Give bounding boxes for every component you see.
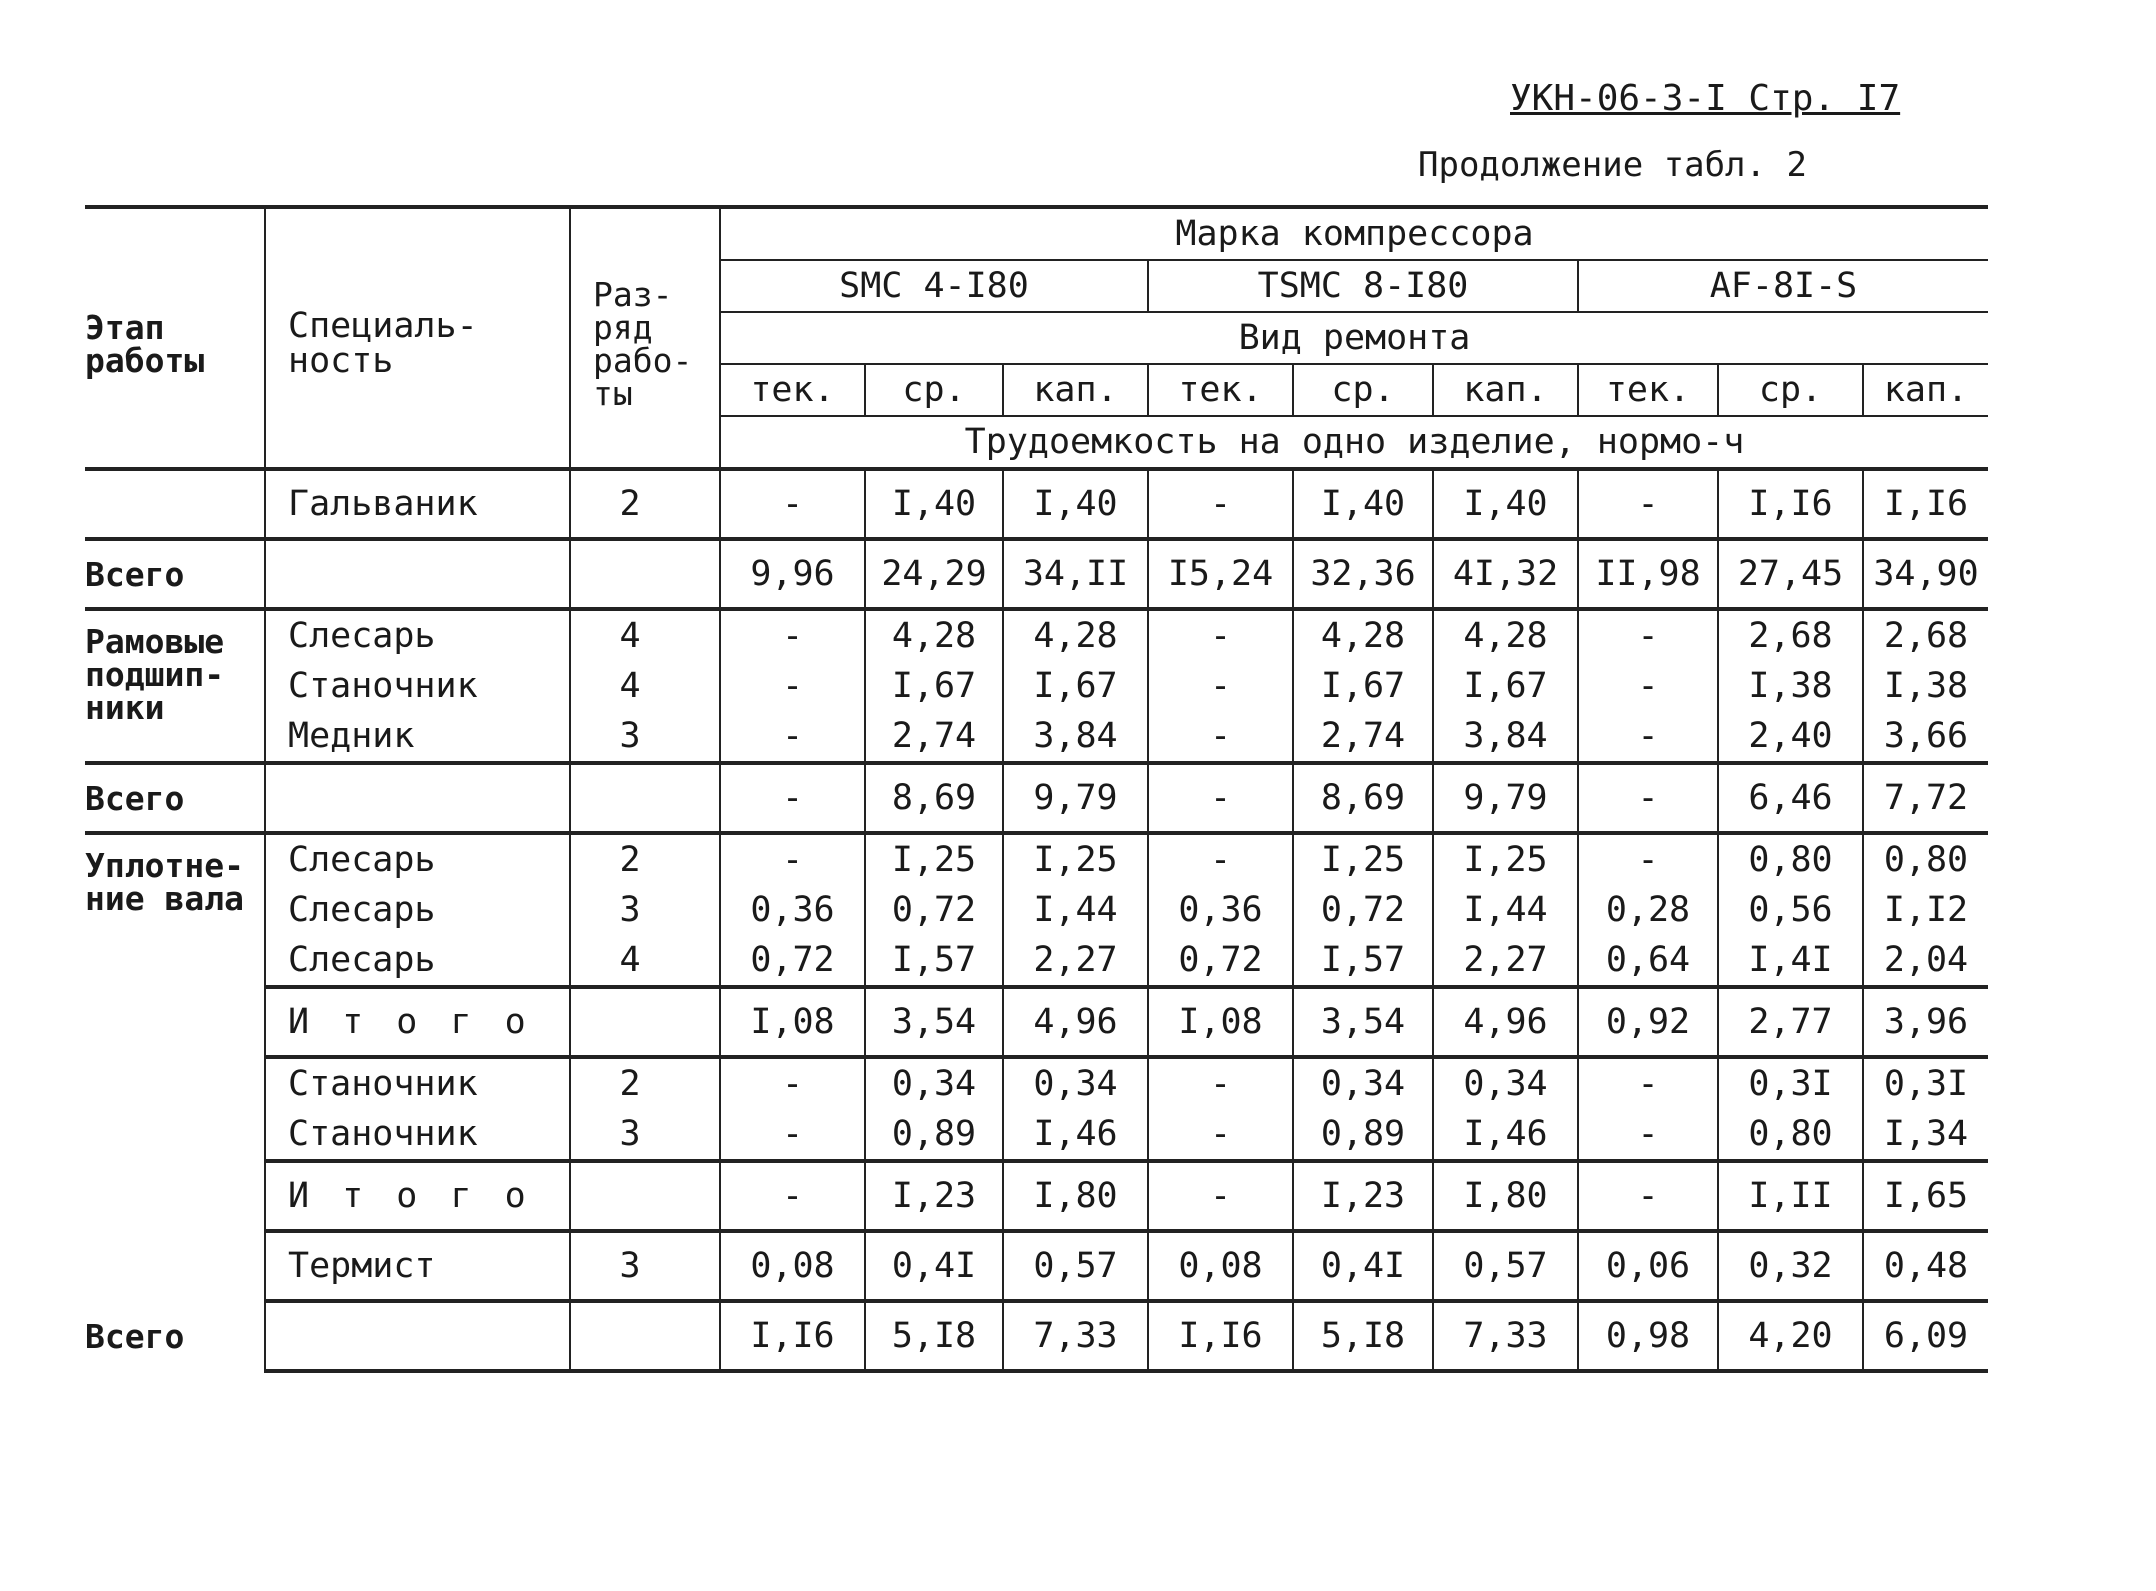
value-cell: 27,45 (1718, 539, 1863, 609)
stage-total: Всего (85, 539, 265, 609)
stage-cell (85, 469, 265, 539)
value-cell: - (1148, 609, 1293, 661)
value-cell: 0,57 (1003, 1231, 1148, 1301)
value-cell: 34,II (1003, 539, 1148, 609)
value-cell: - (1578, 711, 1718, 763)
header-labor: Трудоемкость на одно изделие, нормо-ч (720, 416, 1988, 469)
value-cell: 0,34 (1003, 1057, 1148, 1109)
rank-cell (570, 1301, 720, 1371)
value-cell: - (1148, 1161, 1293, 1231)
value-cell: 8,69 (865, 763, 1003, 833)
stage-bearings: Рамовые подшип-ники (85, 622, 225, 727)
specialty-cell: Термист (265, 1231, 570, 1301)
value-cell: - (720, 763, 865, 833)
value-cell: I,I6 (720, 1301, 865, 1371)
value-cell: - (720, 661, 865, 711)
value-cell: 0,3I (1718, 1057, 1863, 1109)
header-repair-col: ср. (865, 364, 1003, 416)
header-rank: Раз-ряд рабо-ты (570, 207, 720, 469)
stage-total: Всего (85, 1316, 185, 1356)
value-cell: 5,I8 (865, 1301, 1003, 1371)
rank-cell: 3 (570, 885, 720, 935)
specialty-cell: Гальваник (265, 469, 570, 539)
specialty-cell: Слесарь (265, 885, 570, 935)
value-cell: 3,84 (1433, 711, 1578, 763)
rank-cell (570, 987, 720, 1057)
value-cell: 7,33 (1433, 1301, 1578, 1371)
value-cell: 0,80 (1863, 833, 1988, 885)
value-cell: - (1148, 1057, 1293, 1109)
value-cell: - (1578, 763, 1718, 833)
value-cell: 3,66 (1863, 711, 1988, 763)
rank-cell (570, 539, 720, 609)
value-cell: 4,28 (865, 609, 1003, 661)
value-cell: I,40 (1433, 469, 1578, 539)
value-cell: 0,28 (1578, 885, 1718, 935)
value-cell: I,I6 (1863, 469, 1988, 539)
value-cell: 0,34 (1293, 1057, 1433, 1109)
value-cell: I,08 (1148, 987, 1293, 1057)
value-cell: 0,89 (865, 1109, 1003, 1161)
value-cell: 2,68 (1718, 609, 1863, 661)
value-cell: I,40 (1293, 469, 1433, 539)
labor-table (85, 205, 1988, 1373)
subtotal-label: И т о г о (265, 1161, 570, 1231)
value-cell: 3,96 (1863, 987, 1988, 1057)
value-cell: 2,27 (1433, 935, 1578, 987)
value-cell: 0,57 (1433, 1231, 1578, 1301)
value-cell: 2,04 (1863, 935, 1988, 987)
specialty-cell: Слесарь (265, 609, 570, 661)
value-cell: 0,72 (865, 885, 1003, 935)
value-cell: - (1148, 711, 1293, 763)
value-cell: I,38 (1863, 661, 1988, 711)
value-cell: 0,08 (720, 1231, 865, 1301)
value-cell: 9,79 (1433, 763, 1578, 833)
value-cell: 0,36 (720, 885, 865, 935)
value-cell: I,25 (1293, 833, 1433, 885)
value-cell: - (720, 1057, 865, 1109)
value-cell: 2,74 (1293, 711, 1433, 763)
rank-cell: 4 (570, 935, 720, 987)
document-code: УКН-06-3-I Стр. I7 (1510, 78, 1901, 119)
header-model-3: AF-8I-S (1578, 260, 1988, 312)
rank-cell: 3 (570, 1231, 720, 1301)
value-cell: 0,3I (1863, 1057, 1988, 1109)
value-cell: - (1578, 661, 1718, 711)
value-cell: 24,29 (865, 539, 1003, 609)
value-cell: 0,64 (1578, 935, 1718, 987)
header-model-1: SMC 4-I80 (720, 260, 1148, 312)
value-cell: 0,08 (1148, 1231, 1293, 1301)
value-cell: I,40 (1003, 469, 1148, 539)
rank-cell: 2 (570, 833, 720, 885)
value-cell: 32,36 (1293, 539, 1433, 609)
value-cell: I,40 (865, 469, 1003, 539)
value-cell: 0,80 (1718, 833, 1863, 885)
value-cell: 4,96 (1003, 987, 1148, 1057)
value-cell: 0,4I (865, 1231, 1003, 1301)
value-cell: 0,06 (1578, 1231, 1718, 1301)
value-cell: I,I6 (1718, 469, 1863, 539)
value-cell: I,46 (1433, 1109, 1578, 1161)
value-cell: 4,28 (1433, 609, 1578, 661)
specialty-cell (265, 539, 570, 609)
value-cell: 4,20 (1718, 1301, 1863, 1371)
value-cell: 6,09 (1863, 1301, 1988, 1371)
value-cell: 4,28 (1293, 609, 1433, 661)
value-cell: 0,72 (1148, 935, 1293, 987)
value-cell: 0,72 (720, 935, 865, 987)
rank-cell (570, 1161, 720, 1231)
value-cell: 0,72 (1293, 885, 1433, 935)
value-cell: I,80 (1003, 1161, 1148, 1231)
value-cell: 0,92 (1578, 987, 1718, 1057)
header-model-2: TSMC 8-I80 (1148, 260, 1578, 312)
value-cell: I,44 (1433, 885, 1578, 935)
header-repair-col: кап. (1863, 364, 1988, 416)
header-repair-col: ср. (1293, 364, 1433, 416)
header-repair-col: тек. (1148, 364, 1293, 416)
value-cell: - (720, 1161, 865, 1231)
value-cell: I,38 (1718, 661, 1863, 711)
value-cell: 6,46 (1718, 763, 1863, 833)
value-cell: 0,34 (865, 1057, 1003, 1109)
table-continuation-label: Продолжение табл. 2 (1418, 145, 1807, 185)
stage-seal: Уплотне-ние вала (85, 846, 244, 918)
header-stage: Этап работы (85, 207, 265, 469)
rank-cell: 4 (570, 661, 720, 711)
value-cell: I,44 (1003, 885, 1148, 935)
value-cell: - (1578, 609, 1718, 661)
value-cell: I,65 (1863, 1161, 1988, 1231)
value-cell: 0,32 (1718, 1231, 1863, 1301)
specialty-cell: Слесарь (265, 833, 570, 885)
value-cell: - (720, 609, 865, 661)
value-cell: 0,98 (1578, 1301, 1718, 1371)
value-cell: - (1148, 763, 1293, 833)
value-cell: I,34 (1863, 1109, 1988, 1161)
value-cell: 0,80 (1718, 1109, 1863, 1161)
value-cell: I,23 (1293, 1161, 1433, 1231)
rank-cell: 3 (570, 1109, 720, 1161)
value-cell: I,57 (1293, 935, 1433, 987)
value-cell: 0,34 (1433, 1057, 1578, 1109)
value-cell: I5,24 (1148, 539, 1293, 609)
value-cell: 9,96 (720, 539, 865, 609)
specialty-cell: Слесарь (265, 935, 570, 987)
value-cell: - (720, 469, 865, 539)
value-cell: - (1578, 1161, 1718, 1231)
rank-cell: 2 (570, 469, 720, 539)
value-cell: I,I2 (1863, 885, 1988, 935)
value-cell: I,80 (1433, 1161, 1578, 1231)
header-repair-col: ср. (1718, 364, 1863, 416)
value-cell: 2,74 (865, 711, 1003, 763)
value-cell: 2,68 (1863, 609, 1988, 661)
value-cell: I,67 (865, 661, 1003, 711)
specialty-cell: Станочник (265, 1109, 570, 1161)
value-cell: 9,79 (1003, 763, 1148, 833)
subtotal-label: И т о г о (265, 987, 570, 1057)
value-cell: 3,54 (865, 987, 1003, 1057)
value-cell: 4,28 (1003, 609, 1148, 661)
header-specialty: Специаль-ность (265, 207, 570, 469)
value-cell: 4I,32 (1433, 539, 1578, 609)
value-cell: - (720, 711, 865, 763)
specialty-cell (265, 1301, 570, 1371)
rank-cell: 4 (570, 609, 720, 661)
specialty-cell: Медник (265, 711, 570, 763)
value-cell: I,I6 (1148, 1301, 1293, 1371)
value-cell: 7,72 (1863, 763, 1988, 833)
value-cell: 0,56 (1718, 885, 1863, 935)
value-cell: 8,69 (1293, 763, 1433, 833)
header-repair-col: кап. (1003, 364, 1148, 416)
value-cell: 3,54 (1293, 987, 1433, 1057)
value-cell: I,67 (1433, 661, 1578, 711)
header-repair-col: тек. (1578, 364, 1718, 416)
value-cell: I,25 (865, 833, 1003, 885)
rank-cell: 2 (570, 1057, 720, 1109)
value-cell: 0,36 (1148, 885, 1293, 935)
value-cell: - (1578, 1057, 1718, 1109)
value-cell: 2,27 (1003, 935, 1148, 987)
value-cell: I,57 (865, 935, 1003, 987)
value-cell: I,67 (1293, 661, 1433, 711)
value-cell: 2,77 (1718, 987, 1863, 1057)
value-cell: 5,I8 (1293, 1301, 1433, 1371)
header-repair-type: Вид ремонта (720, 312, 1988, 364)
value-cell: - (1148, 833, 1293, 885)
value-cell: - (1578, 469, 1718, 539)
rank-cell (570, 763, 720, 833)
value-cell: II,98 (1578, 539, 1718, 609)
specialty-cell: Станочник (265, 661, 570, 711)
header-repair-col: кап. (1433, 364, 1578, 416)
value-cell: 0,89 (1293, 1109, 1433, 1161)
value-cell: 3,84 (1003, 711, 1148, 763)
value-cell: - (1578, 833, 1718, 885)
header-brand: Марка компрессора (720, 207, 1988, 260)
value-cell: I,23 (865, 1161, 1003, 1231)
value-cell: 2,40 (1718, 711, 1863, 763)
value-cell: 0,4I (1293, 1231, 1433, 1301)
specialty-cell (265, 763, 570, 833)
value-cell: I,II (1718, 1161, 1863, 1231)
value-cell: I,25 (1003, 833, 1148, 885)
value-cell: 7,33 (1003, 1301, 1148, 1371)
value-cell: I,4I (1718, 935, 1863, 987)
header-repair-col: тек. (720, 364, 865, 416)
stage-total: Всего (85, 763, 265, 833)
rank-cell: 3 (570, 711, 720, 763)
value-cell: - (720, 833, 865, 885)
value-cell: - (1148, 469, 1293, 539)
specialty-cell: Станочник (265, 1057, 570, 1109)
value-cell: I,46 (1003, 1109, 1148, 1161)
value-cell: I,08 (720, 987, 865, 1057)
value-cell: - (1148, 661, 1293, 711)
value-cell: 0,48 (1863, 1231, 1988, 1301)
value-cell: - (720, 1109, 865, 1161)
value-cell: 4,96 (1433, 987, 1578, 1057)
value-cell: 34,90 (1863, 539, 1988, 609)
value-cell: - (1578, 1109, 1718, 1161)
value-cell: - (1148, 1109, 1293, 1161)
value-cell: I,25 (1433, 833, 1578, 885)
value-cell: I,67 (1003, 661, 1148, 711)
